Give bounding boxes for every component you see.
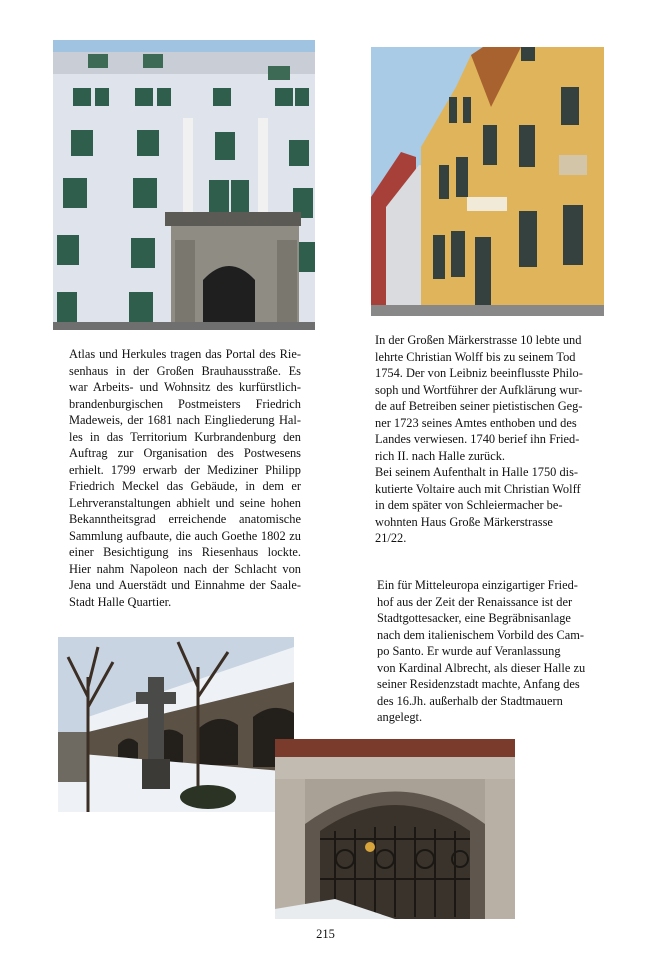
text-line: Auftrag zur Organisation des Postwesens xyxy=(69,446,301,460)
text-line: seiner Residenzstadt machte, Anfang des xyxy=(377,677,580,691)
text-line: Atlas und Herkules tragen das Portal des Rie- xyxy=(69,347,301,361)
text-line: Lehrveranstaltungen abhielt und seine hohen xyxy=(69,495,301,510)
text-line: les in das Territorium Kurbrandenburg den xyxy=(69,429,301,444)
text-line: in dem später von Schleiermacher be- xyxy=(375,498,563,512)
text-line: Stadtgottesacker, eine Begräbnisanlage xyxy=(377,611,571,625)
text-line: Jena und Auerstädt und Einnahme der Saale- xyxy=(69,578,301,592)
text-line: 21/22. xyxy=(375,531,407,545)
stadtgottesacker-description xyxy=(377,577,617,726)
text-line: lehrte Christian Wolff bis zu seinem Tod xyxy=(375,349,576,364)
wolff-house-description xyxy=(375,332,615,547)
wolff-house-photo xyxy=(371,47,604,316)
text-line: Landes verwiesen. 1740 berief ihn Fried- xyxy=(375,432,580,446)
text-line: de auf Betreiben seiner pietistischen Geg- xyxy=(375,399,583,413)
text-line: senhaus in der Großen Brauhausstraße. Es xyxy=(69,363,301,378)
text-line: nach dem italienischem Vorbild des Cam- xyxy=(377,627,585,642)
text-line: Friedrich Meckel das Gebäude, in dem er xyxy=(69,479,301,493)
text-line: In der Großen Märkerstrasse 10 lebte und xyxy=(375,333,582,347)
text-line: Ein für Mitteleuropa einzigartiger Fried- xyxy=(377,578,578,592)
text-line: Bekanntheitsgrad erreichende anatomische xyxy=(69,512,301,526)
text-line: einer Besichtigung ins Riesenhaus lockte. xyxy=(69,545,301,559)
stadtgottesacker-photo xyxy=(58,637,294,812)
text-line: soph und Wortführer der Aufklärung wur- xyxy=(375,382,583,397)
text-line: 1754. Der von Leibniz beeinflusste Philo- xyxy=(375,366,583,380)
riesenhaus-photo xyxy=(53,40,315,330)
text-line: hof aus der Zeit der Renaissance ist der xyxy=(377,594,573,609)
page-number: 215 xyxy=(316,927,335,941)
text-line: kutierte Voltaire auch mit Christian Wolff xyxy=(375,481,581,496)
text-line: des 16.Jh. außerhalb der Stadtmauern xyxy=(377,693,563,708)
text-line: angelegt. xyxy=(377,710,423,724)
text-line: Hier nahm Napoleon nach der Schlacht von xyxy=(69,561,301,576)
text-line: Madeweis, der 1681 nach Eingliederung Hal- xyxy=(69,413,301,427)
text-line: Sammlung aufbaute, die auch Goethe 1802 zu xyxy=(69,528,301,543)
gate-photo xyxy=(275,739,515,919)
text-line: brandenburgischen Postmeisters Friedrich xyxy=(69,396,301,411)
text-line: po Santo. Er wurde auf Veranlassung xyxy=(377,644,561,658)
text-line: Stadt Halle Quartier. xyxy=(69,594,172,609)
text-line: ner 1723 seines Amtes enthoben und des xyxy=(375,415,577,430)
text-line: von Kardinal Albrecht, als dieser Halle zu xyxy=(377,660,586,675)
text-line: war Arbeits- und Wohnsitz des kurfürstlich- xyxy=(69,380,301,394)
text-line: wohnten Haus Große Märkerstrasse xyxy=(375,514,553,529)
riesenhaus-description xyxy=(69,346,301,610)
text-line: Bei seinem Aufenthalt in Halle 1750 dis- xyxy=(375,465,579,479)
text-line: erhielt. 1799 erwarb der Mediziner Philipp xyxy=(69,462,301,477)
text-line: rich II. nach Halle zurück. xyxy=(375,448,506,463)
